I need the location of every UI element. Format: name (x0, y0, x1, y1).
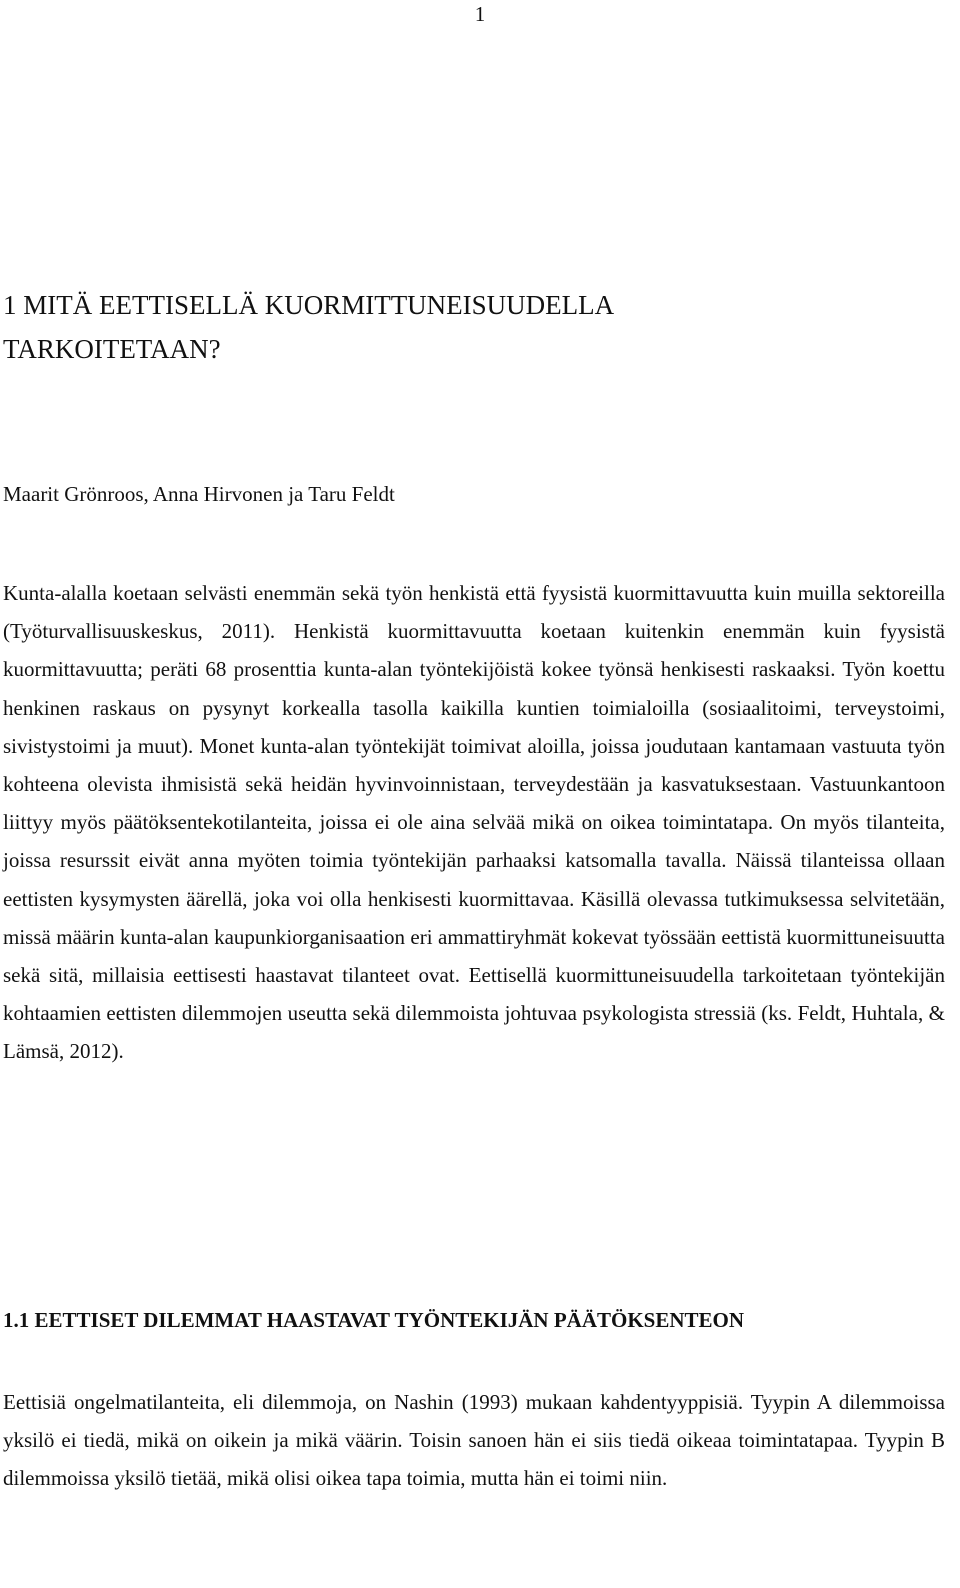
page-number: 1 (474, 2, 486, 26)
chapter-title-line-2: TARKOITETAAN? (3, 334, 221, 364)
chapter-authors: Maarit Grönroos, Anna Hirvonen ja Taru Feldt (3, 482, 395, 506)
section-title: 1.1 EETTISET DILEMMAT HAASTAVAT TYÖNTEKIJÄN PÄÄTÖKSENTEON (3, 1308, 745, 1332)
section-paragraph: Eettisiä ongelmatilanteita, eli dilemmoja, on Nashin (1993) mukaan kahdentyyppisiä. Tyypin A dilemmoissa yksilö ei tiedä, mikä on oikein ja mikä väärin. Toisin sanoen hän ei siis tiedä oikeaa toimintatapaa. Tyypin B dilemmoissa yksilö tietää, mikä olisi oikea tapa toimia, mutta hän ei toimi niin. (3, 1390, 945, 1491)
chapter-title (3, 283, 763, 371)
body-paragraph: Kunta-alalla koetaan selvästi enemmän sekä työn henkistä että fyysistä kuormittavuutta kuin muilla sektoreilla (Työturvallisuuskeskus, 2011). Henkistä kuormittavuutta koetaan kuitenkin enemmän kuin fyysistä kuormittavuutta; peräti 68 prosenttia kunta-alan työntekijöistä kokee työnsä henkisesti raskaaksi. Työn koettu henkinen raskaus on pysynyt korkealla tasolla kaikilla kuntien toimialoilla (sosiaalitoimi, terveystoimi, sivistystoimi ja muut). Monet kunta-alan työntekijät toimivat aloilla, joissa joudutaan kantamaan vastuuta työn kohteena olevista ihmisistä sekä heidän hyvinvoinnistaan, terveydestään ja kasvatuksestaan. Vastuunkantoon liittyy myös päätöksentekotilanteita, joissa ei ole aina selvää mikä on oikea toimintatapa. On myös tilanteita, joissa resurssit eivät anna myöten toimia työntekijän parhaaksi katsomalla tavalla. Näissä tilanteissa ollaan eettisten kysymysten äärellä, joka voi olla henkisesti kuormittavaa. Käsillä olevassa tutkimuksessa selvitetään, missä määrin kunta-alan kaupunkiorganisaation eri ammattiryhmät kokevat työssään eettistä kuormittuneisuutta sekä sitä, millaisia eettisesti haastavat tilanteet ovat. Eettisellä kuormittuneisuudella tarkoitetaan työntekijän kohtaamien eettisten dilemmojen useutta sekä dilemmoista johtuvaa psykologista stressiä (ks. Feldt, Huhtala, & Lämsä, 2012). (3, 581, 945, 1064)
chapter-title-line-1: 1 MITÄ EETTISELLÄ KUORMITTUNEISUUDELLA (3, 290, 615, 320)
